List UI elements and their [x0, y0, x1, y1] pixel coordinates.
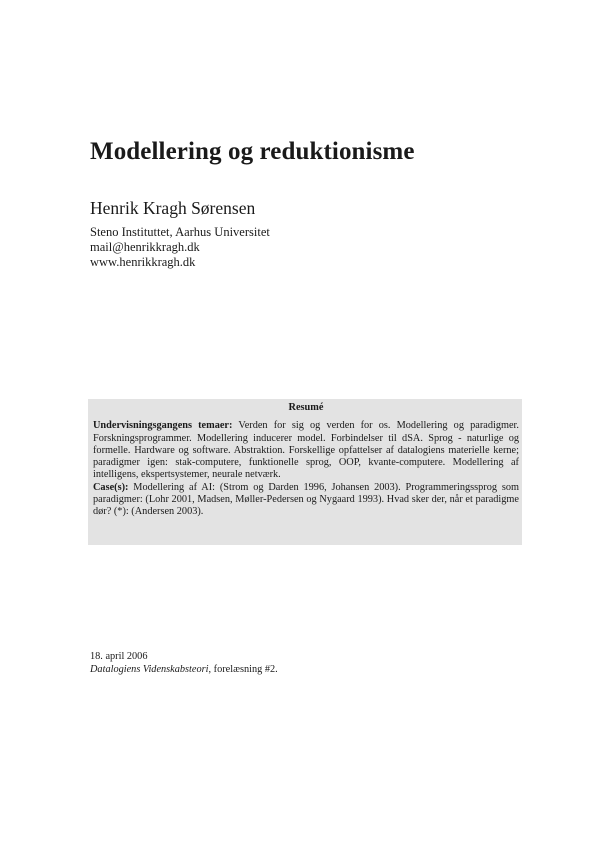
cases-label: Case(s):: [93, 481, 129, 493]
topics-label: Undervisningsgangens temaer:: [93, 420, 233, 432]
document-footer: [90, 650, 278, 676]
author-affiliation: [90, 225, 270, 270]
author-website: www.henrikkragh.dk: [90, 255, 196, 269]
course-line: [90, 663, 278, 676]
abstract-heading: Resumé: [288, 402, 324, 413]
cases-text: Modellering af AI: (Strom og Darden 1996, Johansen 2003). Programmeringssprog som paradigmer: (Lohr 2001, Madsen, Møller-Pedersen og Nygaard 1993). Hvad sker der, når et paradigme dør? (*): (Andersen 2003).: [93, 481, 519, 518]
document-title: Modellering og reduktionisme: [90, 138, 415, 165]
topics-text: Verden for sig og verden for os. Modellering og paradigmer. Forskningsprogrammer. Modellering inducerer model. Forbindelser til dSA. Sprog - naturlige og formelle. Hardware og software. Abstraktion. Forskellige opfattelser af datalogiens materielle kerne; paradigmer igen: stak-computere, funktionelle sprog, OOP, kvante-computere. Modellering af intelligens, ekspertsystemer, neurale netværk.: [93, 420, 519, 481]
lecture-number: , forelæsning #2.: [208, 664, 278, 675]
course-name: Datalogiens Videnskabsteori: [90, 664, 209, 675]
abstract-cases: [93, 482, 519, 519]
author-name: Henrik Kragh Sørensen: [90, 198, 256, 218]
abstract-topics: [93, 420, 519, 481]
author-email: mail@henrikkragh.dk: [90, 240, 200, 254]
abstract-box: [88, 399, 522, 545]
institution: Steno Instituttet, Aarhus Universitet: [90, 225, 270, 239]
document-date: 18. april 2006: [90, 651, 148, 662]
